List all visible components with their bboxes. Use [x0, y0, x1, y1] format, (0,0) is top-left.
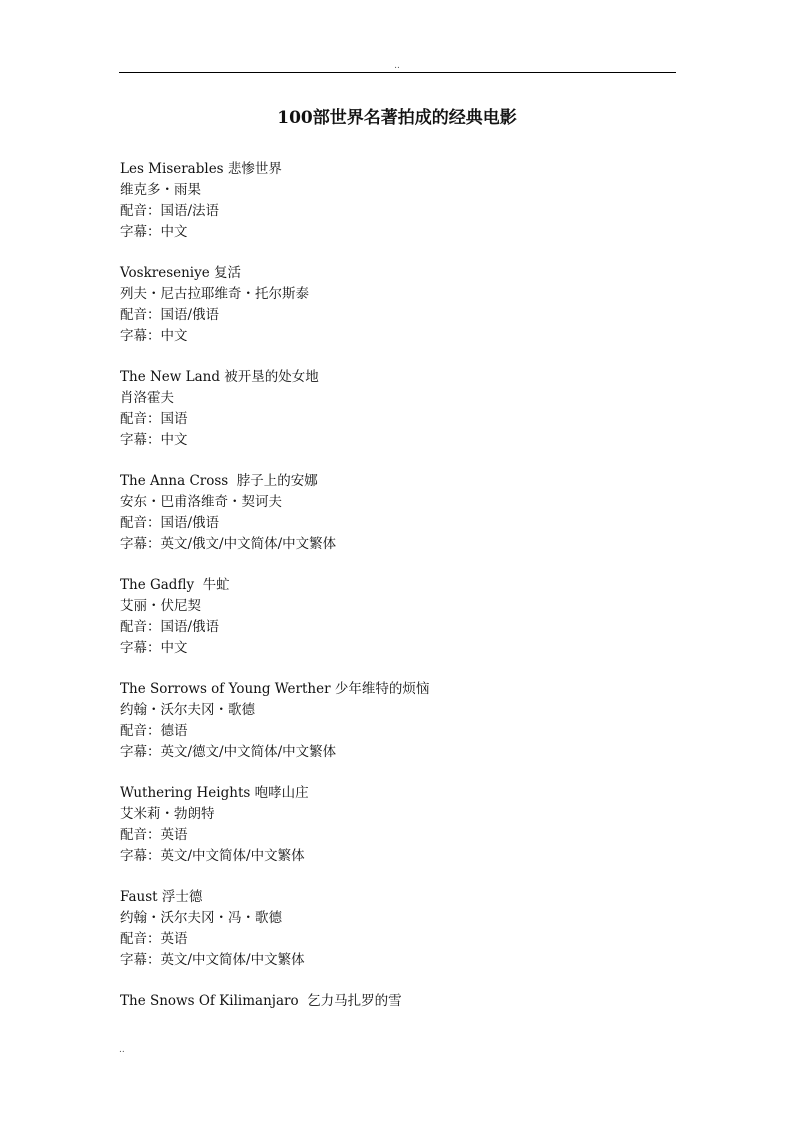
header-mark: ..: [394, 61, 400, 71]
movie-dubbing: 配音：英语: [120, 931, 188, 947]
movie-author: 列夫・尼古拉耶维奇・托尔斯泰: [120, 286, 309, 302]
movie-dubbing: 配音：国语/俄语: [120, 307, 220, 323]
movie-list: [120, 159, 680, 1032]
movie-subtitles: 字幕：中文: [120, 328, 188, 344]
movie-entry: [120, 263, 680, 347]
movie-entry: [120, 471, 680, 555]
movie-author: 约翰・沃尔夫冈・冯・歌德: [120, 910, 282, 926]
movie-subtitles: 字幕：英文/俄文/中文简体/中文繁体: [120, 536, 337, 552]
movie-dubbing: 配音：国语/俄语: [120, 619, 220, 635]
movie-entry: [120, 783, 680, 867]
movie-entry: [120, 367, 680, 451]
movie-author: 肖洛霍夫: [120, 390, 174, 406]
movie-entry: [120, 887, 680, 971]
movie-subtitles: 字幕：中文: [120, 640, 188, 656]
movie-subtitles: 字幕：英文/德文/中文简体/中文繁体: [120, 744, 337, 760]
movie-title: The New Land 被开垦的处女地: [120, 369, 319, 385]
header-rule: [119, 72, 676, 73]
movie-subtitles: 字幕：英文/中文简体/中文繁体: [120, 848, 305, 864]
movie-subtitles: 字幕：英文/中文简体/中文繁体: [120, 952, 305, 968]
movie-subtitles: 字幕：中文: [120, 224, 188, 240]
movie-author: 安东・巴甫洛维奇・契诃夫: [120, 494, 282, 510]
movie-dubbing: 配音：国语: [120, 411, 188, 427]
movie-entry: [120, 159, 680, 243]
movie-entry: [120, 991, 680, 1012]
movie-title: The Anna Cross 脖子上的安娜: [120, 473, 318, 489]
movie-entry: [120, 679, 680, 763]
movie-title: Faust 浮士德: [120, 889, 203, 905]
movie-title: Les Miserables 悲惨世界: [120, 161, 282, 177]
document-title: 100部世界名著拍成的经典电影: [277, 108, 517, 128]
movie-author: 维克多・雨果: [120, 182, 201, 198]
movie-title: The Sorrows of Young Werther 少年维特的烦恼: [120, 681, 430, 697]
movie-author: 艾丽・伏尼契: [120, 598, 201, 614]
footer-mark: ..: [119, 1045, 125, 1055]
movie-subtitles: 字幕：中文: [120, 432, 188, 448]
movie-entry: [120, 575, 680, 659]
movie-title: The Gadfly 牛虻: [120, 577, 230, 593]
movie-author: 约翰・沃尔夫冈・歌德: [120, 702, 255, 718]
movie-dubbing: 配音：德语: [120, 723, 188, 739]
movie-dubbing: 配音：国语/法语: [120, 203, 220, 219]
movie-title: Wuthering Heights 咆哮山庄: [120, 785, 309, 801]
movie-title: Voskreseniye 复活: [120, 265, 242, 281]
movie-dubbing: 配音：英语: [120, 827, 188, 843]
movie-title: The Snows Of Kilimanjaro 乞力马扎罗的雪: [120, 993, 402, 1009]
movie-author: 艾米莉・勃朗特: [120, 806, 215, 822]
movie-dubbing: 配音：国语/俄语: [120, 515, 220, 531]
